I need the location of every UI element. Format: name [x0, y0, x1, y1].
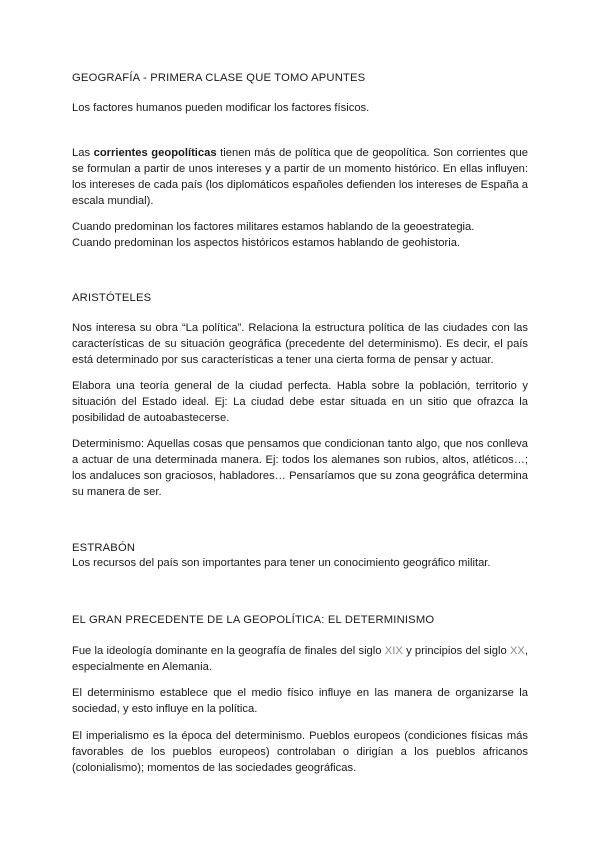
aristoteles-heading: ARISTÓTELES: [72, 292, 152, 304]
determinismo-p1-b: y principios del siglo: [402, 645, 510, 657]
geohistoria-line: Cuando predominan los aspectos históricos estamos hablando de geohistoria.: [72, 237, 461, 249]
geoestrategia-line: Cuando predominan los factores militares estamos hablando de la geoestrategia.: [72, 221, 475, 233]
estrabon-heading: ESTRABÓN: [72, 542, 136, 554]
document-title: GEOGRAFÍA - PRIMERA CLASE QUE TOMO APUNTES: [72, 72, 366, 84]
determinismo-paragraph-3: El imperialismo es la época del determinismo. Pueblos europeos (condiciones físicas más favorables de los pueblos europeos) controlaban o dirigían a los pueblos africanos (colonialismo); momentos de las sociedades geográficas.: [72, 730, 528, 774]
estrabon-paragraph: Los recursos del país son importantes para tener un conocimiento geográfico militar.: [72, 557, 491, 569]
determinismo-heading: EL GRAN PRECEDENTE DE LA GEOPOLÍTICA: EL DETERMINISMO: [72, 614, 435, 626]
aristoteles-paragraph-3: Determinismo: Aquellas cosas que pensamos que condicionan tanto algo, que nos conlleva a actuar de una determinada manera. Ej: todos los alemanes son rubios, altos, atléticos…; los andaluces son graciosos, habladores… Pensaríamos que su zona geográfica determina su manera de ser.: [72, 438, 528, 498]
siglo-xix: XIX: [384, 645, 403, 657]
determinismo-paragraph-1: [72, 643, 528, 675]
corrientes-prefix: Las: [72, 147, 94, 159]
aristoteles-paragraph-2: Elabora una teoría general de la ciudad perfecta. Habla sobre la población, territorio y situación del Estado ideal. Ej: La ciudad debe estar situada en un sitio que ofrazca la posibilidad de autoabastecerse.: [72, 380, 528, 424]
corrientes-paragraph: [72, 145, 528, 209]
intro-paragraph: Los factores humanos pueden modificar los factores físicos.: [72, 102, 370, 114]
determinismo-p1-a: Fue la ideología dominante en la geografía de finales del siglo: [72, 645, 385, 657]
siglo-xx: XX: [509, 645, 525, 657]
aristoteles-paragraph-1: Nos interesa su obra “La política”. Relaciona la estructura política de las ciudades con las características de su situación geográfica (precedente del determinismo). Es decir, el país está determinado por sus características a tener una cierta forma de pensar y actuar.: [72, 322, 528, 366]
determinismo-paragraph-2: El determinismo establece que el medio físico influye en las manera de organizarse la sociedad, y esto influye en la política.: [72, 687, 528, 715]
corrientes-rest: tienen más de política que de geopolítica. Son corrientes que se formulan a partir de unos intereses y a partir de un momento histórico. En ellas influyen: los intereses de cada país (los diplomáticos españoles defienden los intereses de España a escala mundial).: [72, 147, 528, 207]
determinismo-p1-c: , especialmente en Alemania.: [72, 645, 528, 673]
corrientes-bold-term: corrientes geopolíticas: [93, 147, 217, 159]
